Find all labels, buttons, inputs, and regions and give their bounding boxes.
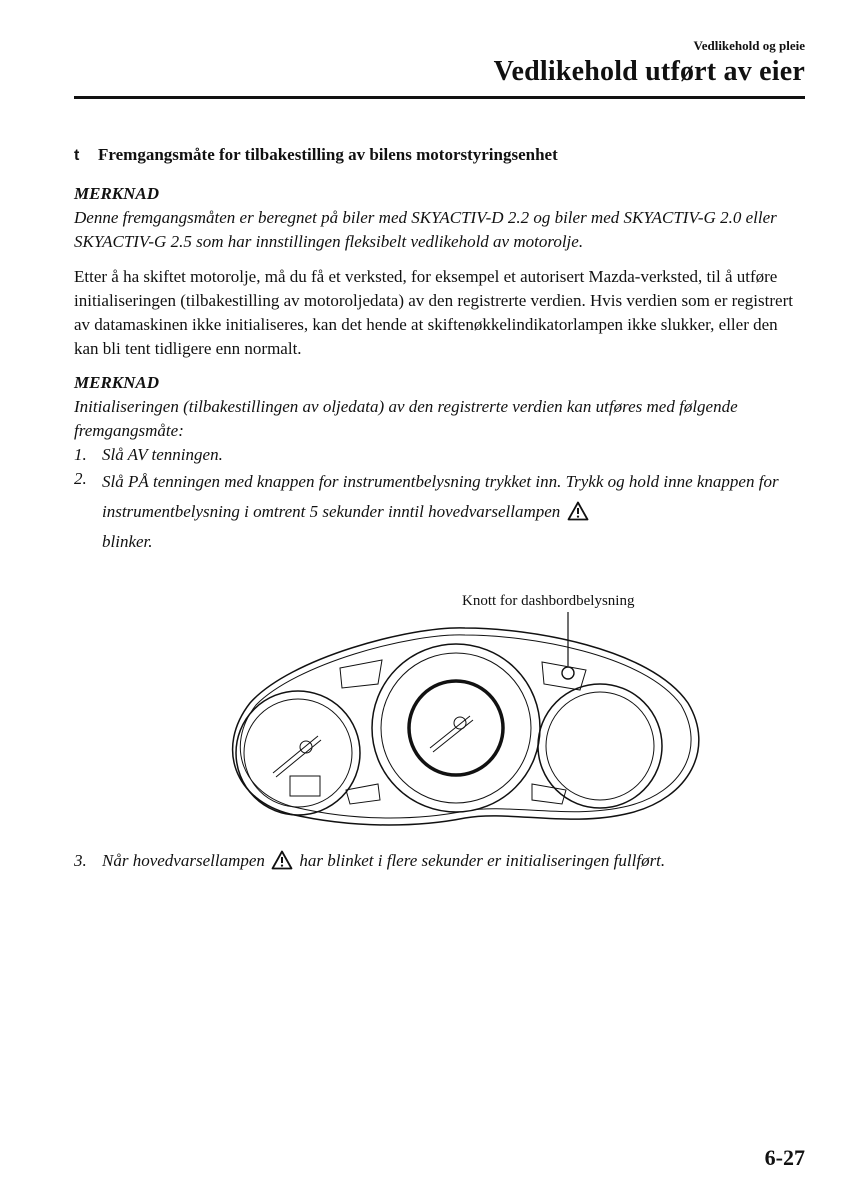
note-title: MERKNAD bbox=[74, 184, 160, 203]
body-paragraph: Etter å ha skiftet motorolje, må du få et verksted, for eksempel et autorisert Mazda-verksted, til å utføre initialiseringen (tilbakestilling av motoroljedata) av den registrerte verdien. Hvis verdien som er registrert av datamaskinen ikke initialiseres, kan det hende at skiftenøkkelindikatorlampen ikke slukker, eller den kan bli tent tidligere enn normalt. bbox=[74, 267, 793, 358]
instrument-cluster-figure bbox=[210, 588, 710, 848]
section-heading bbox=[74, 143, 803, 168]
header-rule bbox=[74, 96, 805, 99]
step-list bbox=[74, 443, 803, 557]
main-content bbox=[74, 143, 803, 557]
step-text: Slå AV tenningen. bbox=[102, 445, 223, 464]
note-title: MERKNAD bbox=[74, 373, 160, 392]
step-text bbox=[102, 849, 807, 873]
figure-callout-label: Knott for dashbordbelysning bbox=[462, 593, 635, 609]
step-item bbox=[74, 443, 803, 467]
step-item bbox=[74, 467, 803, 557]
page-number: 6-27 bbox=[764, 1145, 805, 1170]
step-text bbox=[102, 467, 803, 557]
page-title: Vedlikehold utført av eier bbox=[493, 56, 805, 87]
section-heading-text: Fremgangsmåte for tilbakestilling av bilens motorstyringsenhet bbox=[98, 145, 558, 164]
step-text-part: Slå PÅ tenningen med knappen for instrumentbelysning trykket inn. Trykk og hold inne knappen for instrumentbelysning i omtrent 5 sekunder inntil hovedvarsellampen bbox=[102, 472, 779, 521]
bullet-t-icon: t bbox=[74, 147, 80, 164]
warning-triangle-icon bbox=[567, 501, 589, 521]
step-number: 1. bbox=[74, 445, 87, 464]
step-text-part: Når hovedvarsellampen bbox=[102, 851, 265, 870]
step-text-part: blinker. bbox=[102, 532, 153, 551]
warning-triangle-icon bbox=[271, 850, 293, 870]
step-number: 2. bbox=[74, 469, 87, 488]
step-item bbox=[74, 849, 807, 873]
step-text-part: har blinket i flere sekunder er initialiseringen fullført. bbox=[299, 851, 666, 870]
note-text: Denne fremgangsmåten er beregnet på biler med SKYACTIV-D 2.2 og biler med SKYACTIV-G 2.0 eller SKYACTIV-G 2.5 som har innstillingen fleksibelt vedlikehold av motorolje. bbox=[74, 208, 777, 251]
running-header-section: Vedlikehold og pleie bbox=[693, 38, 805, 53]
note-text: Initialiseringen (tilbakestillingen av oljedata) av den registrerte verdien kan utføres med følgende fremgangsmåte: bbox=[74, 397, 738, 440]
instrument-cluster-illustration bbox=[210, 588, 710, 848]
step-number: 3. bbox=[74, 851, 87, 870]
